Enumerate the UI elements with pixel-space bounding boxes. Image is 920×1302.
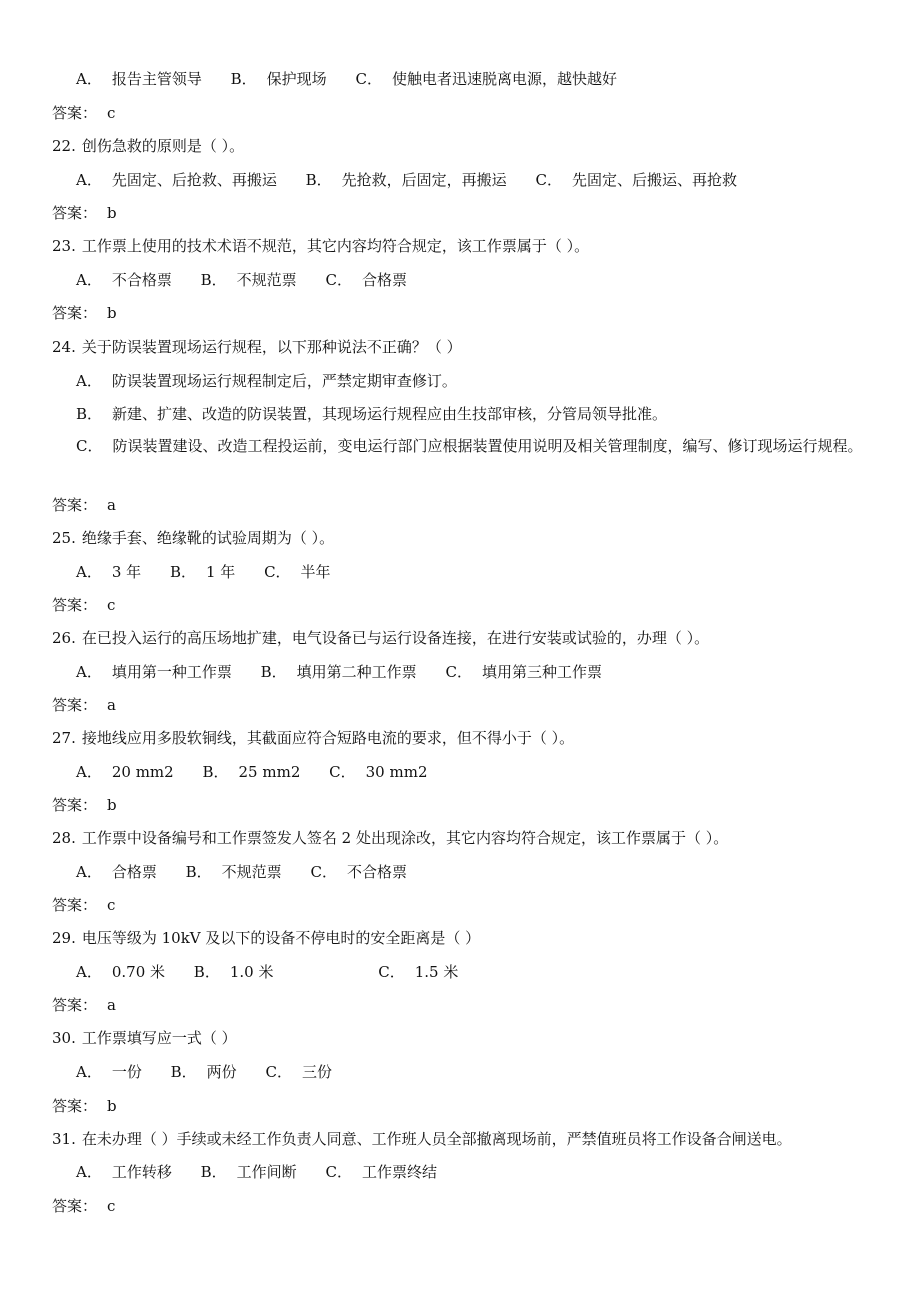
answer-label: 答案： bbox=[52, 996, 98, 1014]
option-tag: C． bbox=[76, 437, 103, 455]
answer-value: b bbox=[107, 1097, 117, 1115]
question-text: 工作票填写应一式（ ） bbox=[81, 1029, 237, 1047]
option-tag: B． bbox=[305, 171, 332, 189]
question-27-answer bbox=[52, 795, 117, 815]
question-28-answer bbox=[52, 895, 115, 915]
option-text: 保护现场 bbox=[266, 70, 327, 88]
option-tag: C． bbox=[325, 1163, 352, 1181]
question-24-option-a bbox=[76, 371, 457, 391]
question-26-options bbox=[76, 662, 602, 682]
option-text: 填用第三种工作票 bbox=[481, 663, 602, 681]
question-number: 31. bbox=[52, 1130, 76, 1148]
answer-value: a bbox=[107, 696, 116, 714]
option-tag: C． bbox=[264, 563, 291, 581]
option-text: 3 年 bbox=[111, 563, 142, 581]
question-number: 23. bbox=[52, 237, 76, 255]
option-tag: B． bbox=[170, 1063, 197, 1081]
pre-answer bbox=[52, 103, 115, 123]
question-text: 创伤急救的原则是（ ）。 bbox=[81, 137, 245, 155]
option-tag: B． bbox=[193, 963, 220, 981]
answer-value: c bbox=[107, 596, 116, 614]
option-text: 使触电者迅速脱离电源，越快越好 bbox=[391, 70, 617, 88]
option-text: 报告主管领导 bbox=[111, 70, 202, 88]
option-text: 30 mm2 bbox=[365, 763, 428, 781]
answer-label: 答案： bbox=[52, 304, 98, 322]
option-tag: B． bbox=[230, 70, 257, 88]
option-text: 工作间断 bbox=[236, 1163, 297, 1181]
answer-label: 答案： bbox=[52, 204, 98, 222]
question-25 bbox=[52, 528, 334, 548]
option-text: 不合格票 bbox=[346, 863, 407, 881]
option-text: 工作转移 bbox=[111, 1163, 172, 1181]
option-tag: C． bbox=[355, 70, 382, 88]
question-number: 26. bbox=[52, 629, 76, 647]
pre-options bbox=[76, 69, 617, 89]
option-tag: B． bbox=[200, 271, 227, 289]
question-29 bbox=[52, 928, 480, 948]
option-text: 先抢救，后固定，再搬运 bbox=[341, 171, 507, 189]
question-number: 30. bbox=[52, 1029, 76, 1047]
question-25-options bbox=[76, 562, 331, 582]
option-text: 新建、扩建、改造的防误装置，其现场运行规程应由生技部审核，分管局领导批准。 bbox=[112, 405, 668, 423]
option-text: 工作票终结 bbox=[361, 1163, 437, 1181]
option-tag: A． bbox=[76, 1163, 102, 1181]
option-tag: A． bbox=[76, 563, 102, 581]
question-30 bbox=[52, 1028, 237, 1048]
option-text: 先固定、后抢救、再搬运 bbox=[111, 171, 277, 189]
option-tag: C． bbox=[535, 171, 562, 189]
option-text: 填用第一种工作票 bbox=[111, 663, 232, 681]
option-text: 两份 bbox=[206, 1063, 237, 1081]
option-tag: A． bbox=[76, 763, 102, 781]
question-31-answer bbox=[52, 1196, 115, 1216]
answer-label: 答案： bbox=[52, 796, 98, 814]
answer-label: 答案： bbox=[52, 1197, 98, 1215]
option-text: 不合格票 bbox=[111, 271, 172, 289]
option-tag: C． bbox=[329, 763, 356, 781]
option-tag: A． bbox=[76, 372, 102, 390]
question-31 bbox=[52, 1129, 792, 1149]
question-number: 22. bbox=[52, 137, 76, 155]
option-tag: B． bbox=[169, 563, 196, 581]
question-text: 电压等级为 10kV 及以下的设备不停电时的安全距离是（ ） bbox=[81, 929, 481, 947]
answer-value: b bbox=[107, 796, 117, 814]
question-number: 24. bbox=[52, 338, 76, 356]
question-23 bbox=[52, 236, 589, 256]
question-text: 绝缘手套、绝缘靴的试验周期为（ ）。 bbox=[81, 529, 335, 547]
option-tag: A． bbox=[76, 1063, 102, 1081]
answer-value: b bbox=[107, 304, 117, 322]
question-28 bbox=[52, 828, 728, 848]
option-tag: B． bbox=[185, 863, 212, 881]
answer-label: 答案： bbox=[52, 896, 98, 914]
question-text: 在未办理（ ）手续或未经工作负责人同意、工作班人员全部撤离现场前，严禁值班员将工作设备合闸送电。 bbox=[81, 1130, 792, 1148]
option-text: 合格票 bbox=[361, 271, 407, 289]
option-text: 20 mm2 bbox=[111, 763, 174, 781]
question-23-options bbox=[76, 270, 407, 290]
option-text: 半年 bbox=[300, 563, 331, 581]
question-30-answer bbox=[52, 1096, 117, 1116]
question-26-answer bbox=[52, 695, 116, 715]
option-tag: B． bbox=[202, 763, 229, 781]
answer-value: c bbox=[107, 896, 116, 914]
option-text: 合格票 bbox=[111, 863, 157, 881]
question-number: 25. bbox=[52, 529, 76, 547]
question-26 bbox=[52, 628, 709, 648]
option-tag: B． bbox=[260, 663, 287, 681]
question-24-answer bbox=[52, 495, 116, 515]
option-text: 不规范票 bbox=[236, 271, 297, 289]
option-tag: A． bbox=[76, 271, 102, 289]
option-text: 1 年 bbox=[205, 563, 236, 581]
question-text: 在已投入运行的高压场地扩建，电气设备已与运行设备连接，在进行安装或试验的，办理（ ）。 bbox=[81, 629, 710, 647]
question-text: 接地线应用多股软铜线，其截面应符合短路电流的要求，但不得小于（ ）。 bbox=[81, 729, 575, 747]
option-tag: C． bbox=[378, 963, 405, 981]
option-tag: A． bbox=[76, 963, 102, 981]
question-23-answer bbox=[52, 303, 117, 323]
answer-label: 答案： bbox=[52, 1097, 98, 1115]
option-text: 填用第二种工作票 bbox=[296, 663, 417, 681]
answer-value: c bbox=[107, 1197, 116, 1215]
question-24 bbox=[52, 337, 462, 357]
question-28-options bbox=[76, 862, 407, 882]
option-text: 1.5 米 bbox=[414, 963, 459, 981]
question-number: 29. bbox=[52, 929, 76, 947]
question-number: 28. bbox=[52, 829, 76, 847]
question-29-options bbox=[76, 962, 458, 982]
answer-label: 答案： bbox=[52, 596, 98, 614]
question-number: 27. bbox=[52, 729, 76, 747]
question-24-option-c bbox=[52, 434, 882, 458]
option-tag: C． bbox=[310, 863, 337, 881]
option-tag: C． bbox=[265, 1063, 292, 1081]
question-22 bbox=[52, 136, 244, 156]
option-text: 一份 bbox=[111, 1063, 142, 1081]
option-text: 防误装置建设、改造工程投运前，变电运行部门应根据装置使用说明及相关管理制度，编写、修订现场运行规程。 bbox=[112, 437, 863, 455]
question-text: 工作票中设备编号和工作票签发人签名 2 处出现涂改，其它内容均符合规定，该工作票属于（ ）。 bbox=[81, 829, 729, 847]
question-27 bbox=[52, 728, 574, 748]
option-tag: A． bbox=[76, 863, 102, 881]
option-tag: C． bbox=[325, 271, 352, 289]
option-text: 三份 bbox=[301, 1063, 332, 1081]
option-tag: B． bbox=[76, 405, 103, 423]
question-22-options bbox=[76, 170, 737, 190]
option-text: 先固定、后搬运、再抢救 bbox=[571, 171, 737, 189]
option-tag: A． bbox=[76, 663, 102, 681]
option-text: 25 mm2 bbox=[238, 763, 301, 781]
answer-value: a bbox=[107, 496, 116, 514]
answer-value: b bbox=[107, 204, 117, 222]
option-text: 防误装置现场运行规程制定后，严禁定期审查修订。 bbox=[111, 372, 457, 390]
answer-value: c bbox=[107, 104, 116, 122]
option-text: 不规范票 bbox=[221, 863, 282, 881]
option-tag: A． bbox=[76, 70, 102, 88]
question-31-options bbox=[76, 1162, 437, 1182]
question-22-answer bbox=[52, 203, 117, 223]
answer-value: a bbox=[107, 996, 116, 1014]
option-text: 0.70 米 bbox=[111, 963, 166, 981]
question-text: 关于防误装置现场运行规程，以下那种说法不正确？（ ） bbox=[81, 338, 462, 356]
option-tag: C． bbox=[445, 663, 472, 681]
question-29-answer bbox=[52, 995, 116, 1015]
question-text: 工作票上使用的技术术语不规范，其它内容均符合规定，该工作票属于（ ）。 bbox=[81, 237, 590, 255]
answer-label: 答案： bbox=[52, 696, 98, 714]
question-30-options bbox=[76, 1062, 332, 1082]
option-text: 1.0 米 bbox=[229, 963, 274, 981]
option-tag: A． bbox=[76, 171, 102, 189]
question-25-answer bbox=[52, 595, 115, 615]
answer-label: 答案： bbox=[52, 104, 98, 122]
question-24-option-b bbox=[76, 404, 667, 424]
answer-label: 答案： bbox=[52, 496, 98, 514]
option-tag: B． bbox=[200, 1163, 227, 1181]
question-27-options bbox=[76, 762, 428, 782]
